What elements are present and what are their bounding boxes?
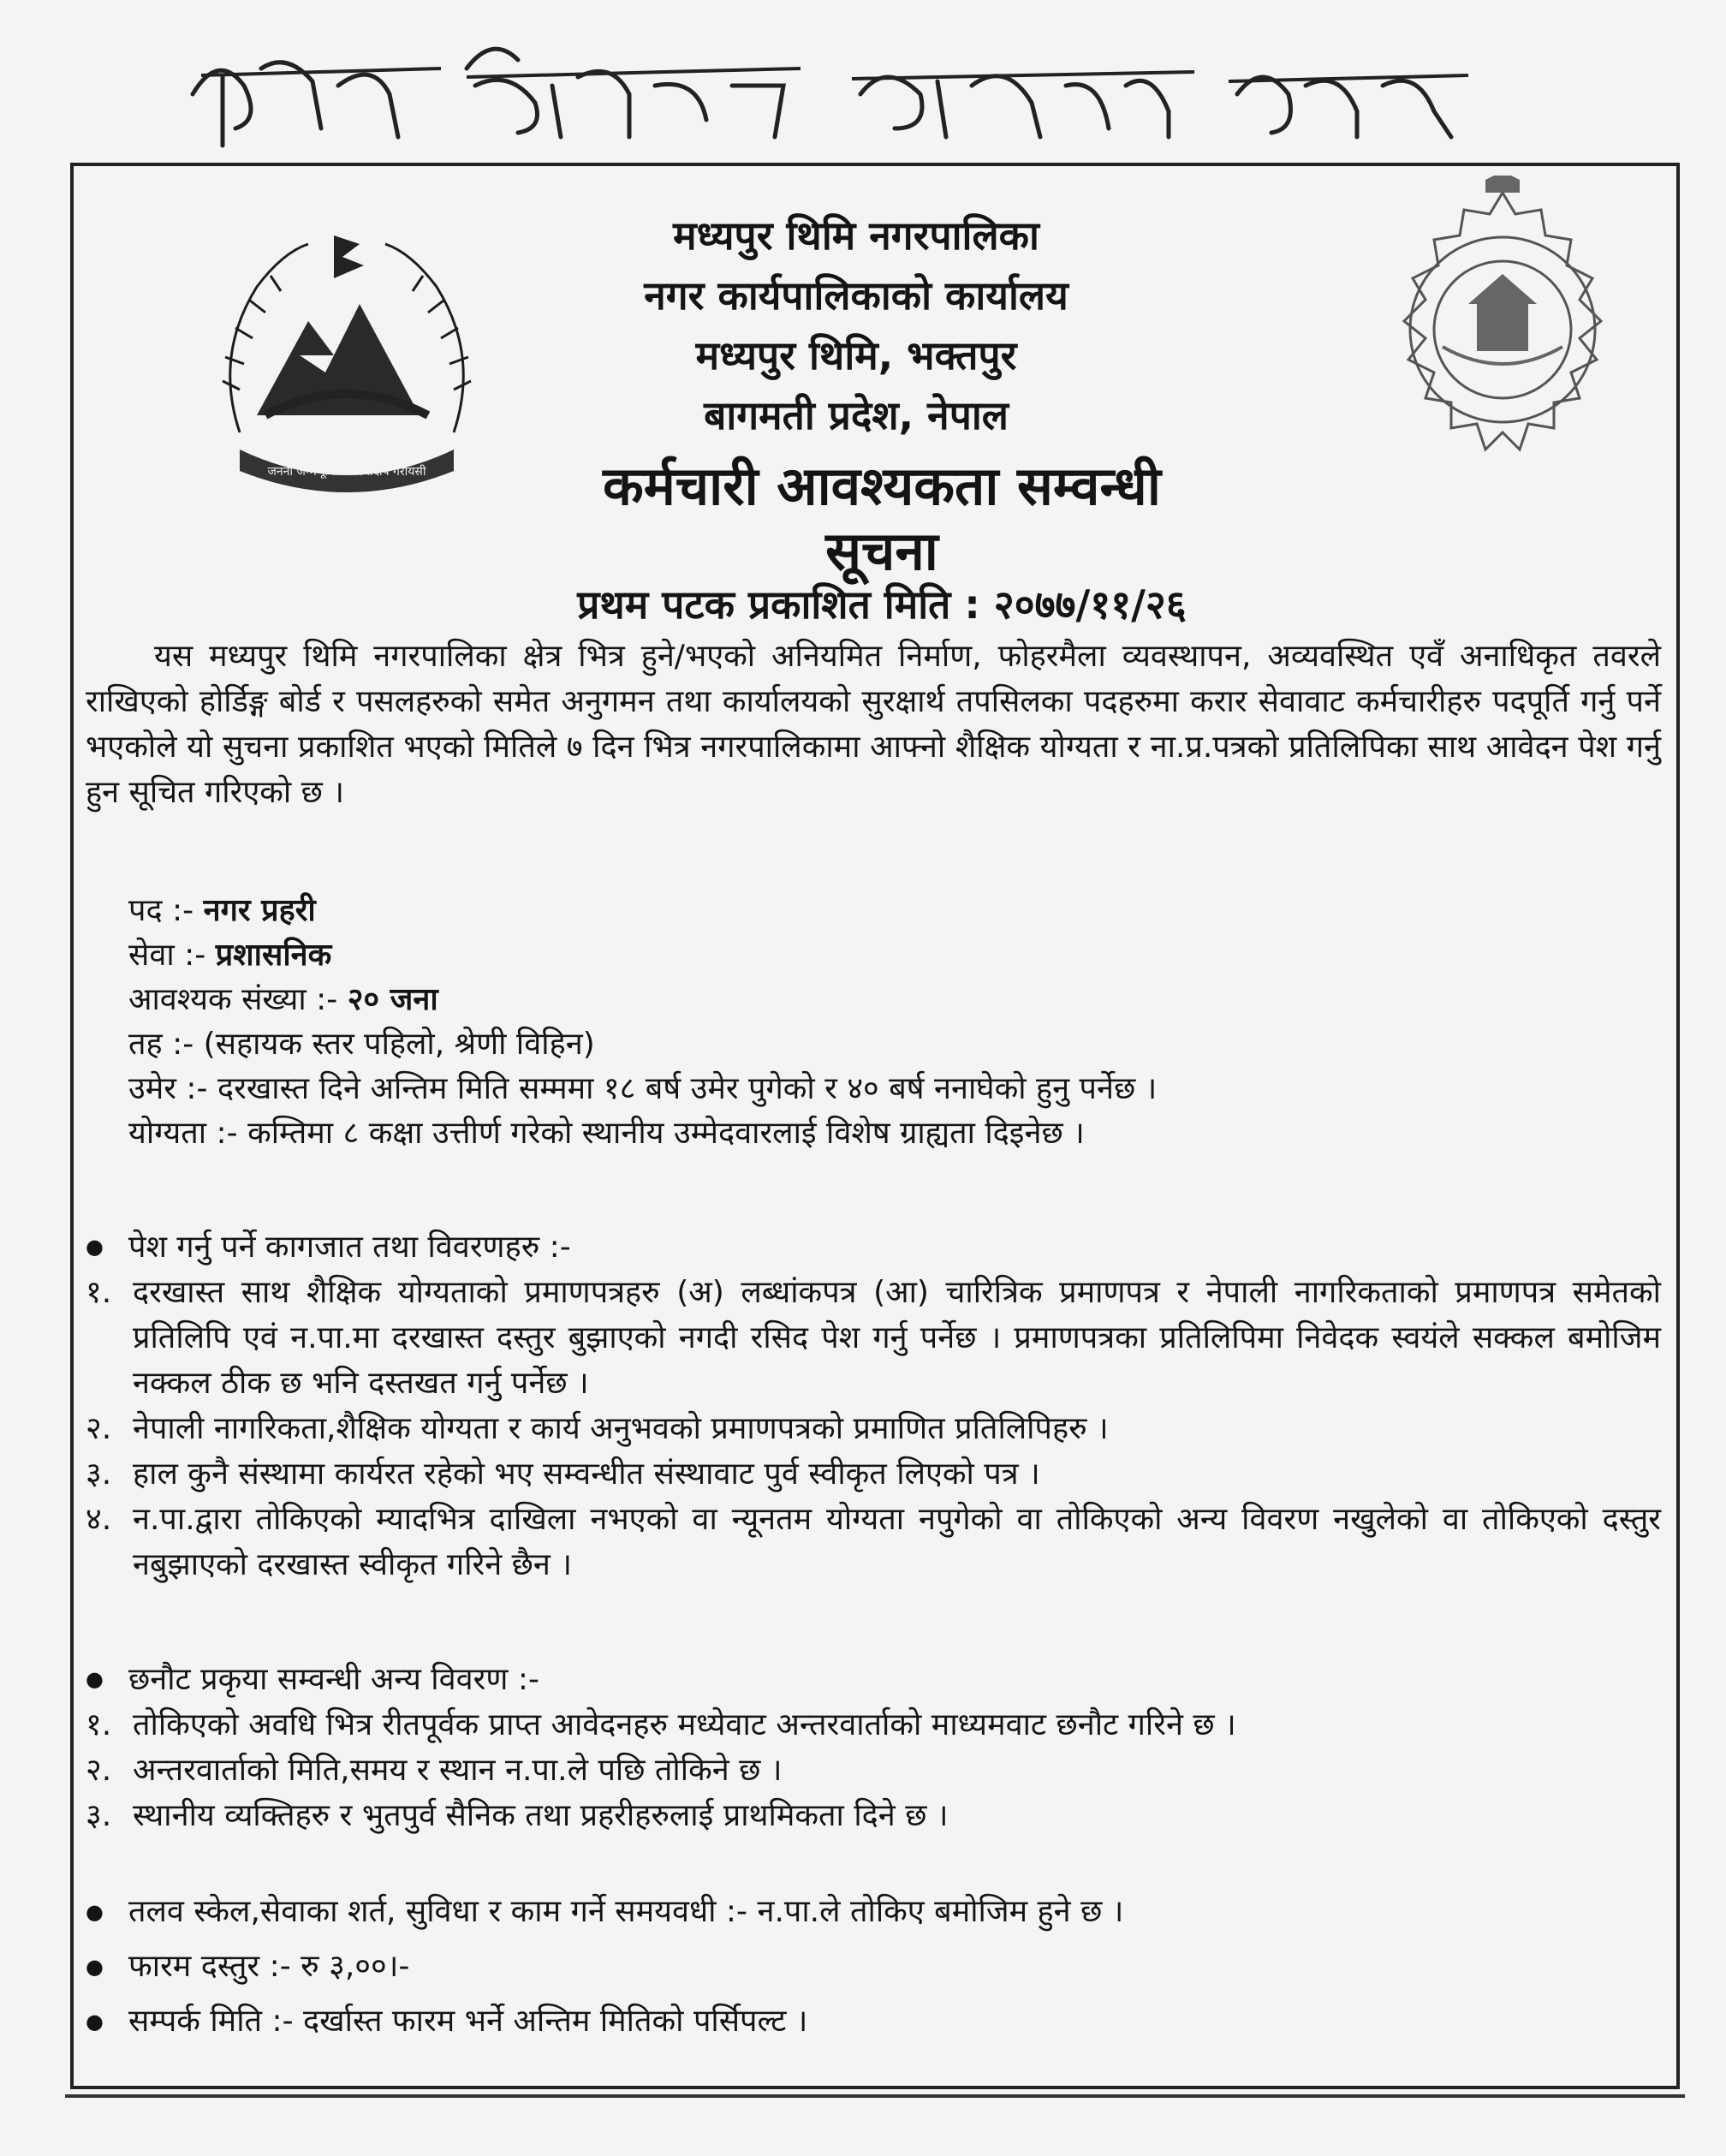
post-row-count xyxy=(128,978,1584,1022)
notice-subtitle: सूचना xyxy=(825,520,938,582)
form-fee: ● फारम दस्तुर :- रु ३,००।- xyxy=(86,1943,1661,1991)
list-item-number: २. xyxy=(86,1753,112,1788)
list-item-text: दरखास्त साथ शैक्षिक योग्यताको प्रमाणपत्रहरु (अ) लब्धांकपत्र (आ) चारित्रिक प्रमाणपत्र र नेपाली नागरिकताको प्रमाणपत्र समेतको प्रतिलिपि एवं न.पा.मा दरखास्त दस्तुर बुझाएको नगदी रसिद पेश गर्नु पर्नेछ । प्रमाणपत्रका प्रतिलिपिमा निवेदक स्वयंले सक्कल बमोजिम नक्कल ठीक छ भनि दस्तखत गर्नु पर्नेछ । xyxy=(133,1275,1661,1401)
level-label: तह :- xyxy=(128,1027,194,1062)
notice-title: कर्मचारी आवश्यकता सम्वन्धी xyxy=(603,455,1161,517)
list-item-text: तोकिएको अवधि भित्र रीतपूर्वक प्राप्त आवेदनहरु मध्येवाट अन्तरवार्ताको माध्यमवाट छनौट गरिने छ । xyxy=(133,1707,1236,1742)
list-item-text: हाल कुनै संस्थामा कार्यरत रहेको भए सम्वन्धीत संस्थावाट पुर्व स्वीकृत लिएको पत्र । xyxy=(133,1456,1040,1492)
list-item xyxy=(86,1451,1661,1497)
list-item xyxy=(86,1748,1661,1793)
notice-heading xyxy=(257,454,1507,584)
municipality-name: मध्यपुर थिमि नगरपालिका xyxy=(673,212,1039,259)
service-label: सेवा :- xyxy=(128,938,206,973)
publish-date: प्रथम पटक प्रकाशित मिति : २०७७/११/२६ xyxy=(577,581,1187,628)
list-item-number: ४. xyxy=(86,1502,112,1537)
documents-heading: ● पेश गर्नु पर्ने कागजात तथा विवरणहरु :- xyxy=(86,1224,1661,1270)
documents-section xyxy=(86,1224,1661,1587)
post-row-age xyxy=(128,1067,1584,1111)
handwritten-note xyxy=(184,34,1485,154)
list-item xyxy=(86,1406,1661,1451)
qualification-value: कम्तिमा ८ कक्षा उत्तीर्ण गरेको स्थानीय उम्मेदवारलाई विशेष ग्राह्यता दिइनेछ । xyxy=(247,1116,1085,1151)
list-item xyxy=(86,1702,1661,1748)
count-value: २० जना xyxy=(347,982,438,1017)
list-item xyxy=(86,1497,1661,1587)
selection-heading: ● छनौट प्रकृया सम्वन्धी अन्य विवरण :- xyxy=(86,1657,1661,1702)
list-item-number: २. xyxy=(86,1411,112,1446)
list-item xyxy=(86,1793,1661,1838)
age-value: दरखास्त दिने अन्तिम मिति सम्ममा १८ बर्ष उमेर पुगेको र ४० बर्ष ननाघेको हुनु पर्नेछ । xyxy=(217,1071,1158,1106)
misc-section xyxy=(86,1888,1661,2052)
list-item-number: १. xyxy=(86,1707,112,1742)
office-location: मध्यपुर थिमि, भक्तपुर xyxy=(695,332,1017,378)
list-item-text: नेपाली नागरिकता,शैक्षिक योग्यता र कार्य अनुभवको प्रमाणपत्रको प्रमाणित प्रतिलिपिहरु । xyxy=(133,1411,1109,1446)
post-row-position xyxy=(128,889,1584,933)
post-details xyxy=(128,889,1584,1156)
list-item-text: न.पा.द्वारा तोकिएको म्यादभित्र दाखिला नभएको वा न्यूनतम योग्यता नपुगेको वा तोकिएको अन्य विवरण नखुलेको वा तोकिएको दस्तुर नबुझाएको दरखास्त स्वीकृत गरिने छैन । xyxy=(133,1502,1661,1582)
contact-date: ● सम्पर्क मिति :- दर्खास्त फारम भर्ने अन्तिम मितिको पर्सिपल्ट । xyxy=(86,1998,1661,2046)
list-item xyxy=(86,1270,1661,1406)
post-row-level xyxy=(128,1022,1584,1067)
province-country: बागमती प्रदेश, नेपाल xyxy=(704,392,1009,438)
position-label: पद :- xyxy=(128,893,194,928)
selection-section xyxy=(86,1657,1661,1838)
age-label: उमेर :- xyxy=(128,1071,208,1106)
count-label: आवश्यक संख्या :- xyxy=(128,982,338,1017)
list-item-number: १. xyxy=(86,1275,112,1310)
office-name: नगर कार्यपालिकाको कार्यालय xyxy=(644,272,1068,319)
service-value: प्रशासनिक xyxy=(215,938,332,973)
level-value: (सहायक स्तर पहिलो, श्रेणी विहिन) xyxy=(203,1027,595,1062)
office-header xyxy=(514,205,1199,445)
post-row-service xyxy=(128,933,1584,978)
post-row-qualification xyxy=(128,1111,1584,1156)
intro-paragraph: यस मध्यपुर थिमि नगरपालिका क्षेत्र भित्र हुने/भएको अनियमित निर्माण, फोहरमैला व्यवस्थापन, अव्यवस्थित एवँ अनाधिकृत तवरले राखिएको होर्डिङ्ग बोर्ड र पसलहरुको समेत अनुगमन तथा कार्यालयको सुरक्षार्थ तपसिलका पदहरुमा करार सेवावाट कर्मचारीहरु पदपूर्ति गर्नु पर्ने भएकोले यो सुचना प्रकाशित भएको मितिले ७ दिन भित्र नगरपालिकामा आफ्नो शैक्षिक योग्यता र ना.प्र.पत्रको प्रतिलिपिका साथ आवेदन पेश गर्नु हुन सूचित गरिएको छ । xyxy=(86,639,1661,810)
list-item-text: अन्तरवार्ताको मिति,समय र स्थान न.पा.ले पछि तोकिने छ । xyxy=(133,1753,783,1788)
position-value: नगर प्रहरी xyxy=(203,893,316,928)
list-item-text: स्थानीय व्यक्तिहरु र भुतपुर्व सैनिक तथा प्रहरीहरुलाई प्राथमिकता दिने छ । xyxy=(133,1798,949,1833)
municipality-seal-icon xyxy=(1357,176,1648,492)
qualification-label: योग्यता :- xyxy=(128,1116,238,1151)
svg-text:जननी जन्मभूमिश्च स्वर्गादपि गर: जननी जन्मभूमिश्च स्वर्गादपि गरीयसी xyxy=(267,465,426,479)
list-item-number: ३. xyxy=(86,1456,112,1492)
list-item-number: ३. xyxy=(86,1798,112,1833)
salary-terms: ● तलव स्केल,सेवाका शर्त, सुविधा र काम गर्ने समयवधी :- न.पा.ले तोकिए बमोजिम हुने छ । xyxy=(86,1888,1661,1936)
